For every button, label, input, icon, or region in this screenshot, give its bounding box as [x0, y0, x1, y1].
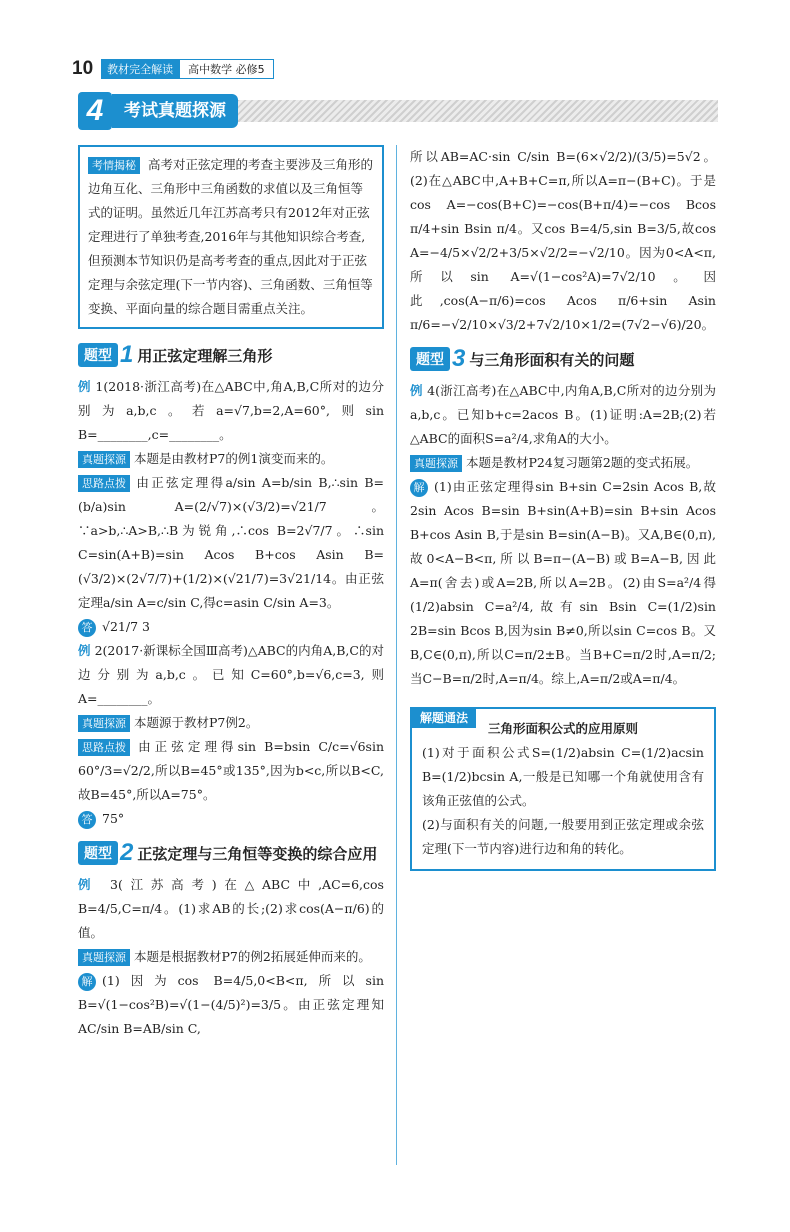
topic-badge: 题型 — [78, 343, 118, 367]
exam-insight-box — [78, 145, 384, 329]
answer-icon: 答 — [78, 811, 96, 829]
topic-1-heading — [78, 341, 384, 369]
answer-icon: 答 — [78, 619, 96, 637]
example-4-question: 例 4(浙江高考)在△ABC中,内角A,B,C所对的边分别为a,b,c。已知b+c=2acos B。(1)证明:A=2B;(2)若△ABC的面积S=a²/4,求角A的大小。 — [410, 383, 716, 446]
example-1-source: 真题探源 本题是由教材P7的例1演变而来的。 — [78, 447, 384, 471]
example-4-solution: 解 (1)由正弦定理得sin B+sin C=2sin Acos B,故2sin Acos B=sin B+sin(A+B)=sin B+sin Acos B+cos Asin B,于是sin B=sin(A−B)。又A,B∈(0,π),故0<A−B<π,所以B=π−(A−B)或B=A−B,因此A=π(舍去)或A=2B,所以A=2B。(2)由S=a²/4得(1/2)absin C=a²/4,故有sin Bsin C=(1/2)sin 2B=sin Bcos B,因为sin B≠0,所以sin C=cos B。又B,C∈(0,π),所以C=π/2±B。当B+C=π/2时,A=π/2;当C−B=π/2时,A=π/4。综上,A=π/2或A=π/4。 — [410, 479, 716, 686]
method-header: 解题通法 — [412, 707, 476, 728]
example-3-source: 真题探源 本题是根据教材P7的例2拓展延伸而来的。 — [78, 945, 384, 969]
insight-text: 高考对正弦定理的考查主要涉及三角形的边角互化、三角形中三角函数的求值以及三角恒等式的证明。虽然近几年江苏高考只有2012年对正弦定理进行了单独考查,2016年与其他知识综合考查,但预测本节知识仍是高考考查的重点,因此对于正弦定理与余弦定理(下一节内容)、三角函数、三角恒等变换、平面向量的综合题目需重点关注。 — [88, 157, 373, 316]
left-column — [78, 145, 384, 1041]
section-title: 考试真题探源 — [112, 94, 238, 128]
subject-tag: 高中数学 必修5 — [179, 59, 274, 79]
solution-icon: 解 — [78, 973, 96, 991]
method-box — [410, 707, 716, 871]
example-2-answer: 答 75° — [78, 807, 384, 831]
example-3-solution: 解 (1)因为cos B=4/5,0<B<π,所以sin B=√(1−cos²B)=√(1−(4/5)²)=3/5。由正弦定理知AC/sin B=AB/sin C, — [78, 973, 384, 1036]
example-1-hint: 思路点拨 由正弦定理得a/sin A=b/sin B,∴sin B=(b/a)sin A=(2/√7)×(√3/2)=√21/7。∵a>b,∴A>B,∴B为锐角,∴cos B=2√7/7。∴sin C=sin(A+B)=sin Acos B+cos Asin B=(√3/2)×(2√7/7)+(1/2)×(√21/7)=3√21/14。由正弦定理a/sin A=c/sin C,得c=asin C/sin A=3。 — [78, 475, 384, 610]
example-1-question: 例 1(2018·浙江高考)在△ABC中,角A,B,C所对的边分别为a,b,c。若a=√7,b=2,A=60°,则sin B=________,c=________。 — [78, 379, 384, 442]
example-4-source: 真题探源 本题是教材P24复习题第2题的变式拓展。 — [410, 451, 716, 475]
example-1-answer: 答 √21/7 3 — [78, 615, 384, 639]
section-number: 4 — [78, 92, 112, 130]
example-2-hint: 思路点拨 由正弦定理得sin B=bsin C/c=√6sin 60°/3=√2/2,所以B=45°或135°,因为b<c,所以B<C,故B=45°,所以A=75°。 — [78, 739, 384, 802]
insight-label: 考情揭秘 — [88, 157, 140, 174]
page-header — [72, 58, 274, 80]
example-2-source: 真题探源 本题源于教材P7例2。 — [78, 711, 384, 735]
page-number: 10 — [72, 58, 94, 79]
method-rule-1: (1)对于面积公式S=(1/2)absin C=(1/2)acsin B=(1/2)bcsin A,一般是已知哪一个角就使用含有该角正弦值的公式。 — [422, 745, 704, 808]
method-rule-2: (2)与面积有关的问题,一般要用到正弦定理或余弦定理(下一节内容)进行边和角的转化。 — [422, 817, 704, 856]
right-column — [410, 145, 716, 871]
topic-2-heading: 题型 2 正弦定理与三角恒等变换的综合应用 — [78, 839, 384, 867]
example-label: 例 — [78, 379, 91, 394]
section-banner — [78, 92, 718, 130]
example-2-question: 例 2(2017·新课标全国Ⅲ高考)△ABC的内角A,B,C的对边分别为a,b,c。已知C=60°,b=√6,c=3,则A=________。 — [78, 643, 384, 706]
solution-icon: 解 — [410, 479, 428, 497]
example-3-question: 例 3(江苏高考)在△ABC中,AC=6,cos B=4/5,C=π/4。(1)求AB的长;(2)求cos(A−π/6)的值。 — [78, 877, 384, 940]
column-divider — [396, 145, 397, 1165]
topic-3-heading: 题型 3 与三角形面积有关的问题 — [410, 345, 716, 373]
method-title: 三角形面积公式的应用原则 — [487, 721, 638, 736]
book-tag: 教材完全解读 — [101, 59, 179, 79]
example-3-continued: 所以AB=AC·sin C/sin B=(6×√2/2)/(3/5)=5√2。(2)在△ABC中,A+B+C=π,所以A=π−(B+C)。于是cos A=−cos(B+C)=−cos(B+π/4)=−cos Bcos π/4+sin Bsin π/4。又cos B=4/5,sin B=3/5,故cos A=−4/5×√2/2+3/5×√2/2=−√2/10。因为0<A<π,所以sin A=√(1−cos²A)=7√2/10。因此,cos(A−π/6)=cos Acos π/6+sin Asin π/6=−√2/10×√3/2+7√2/10×1/2=(7√2−√6)/20。 — [410, 149, 716, 332]
topic-title: 用正弦定理解三角形 — [137, 346, 273, 365]
topic-number: 1 — [120, 341, 134, 368]
